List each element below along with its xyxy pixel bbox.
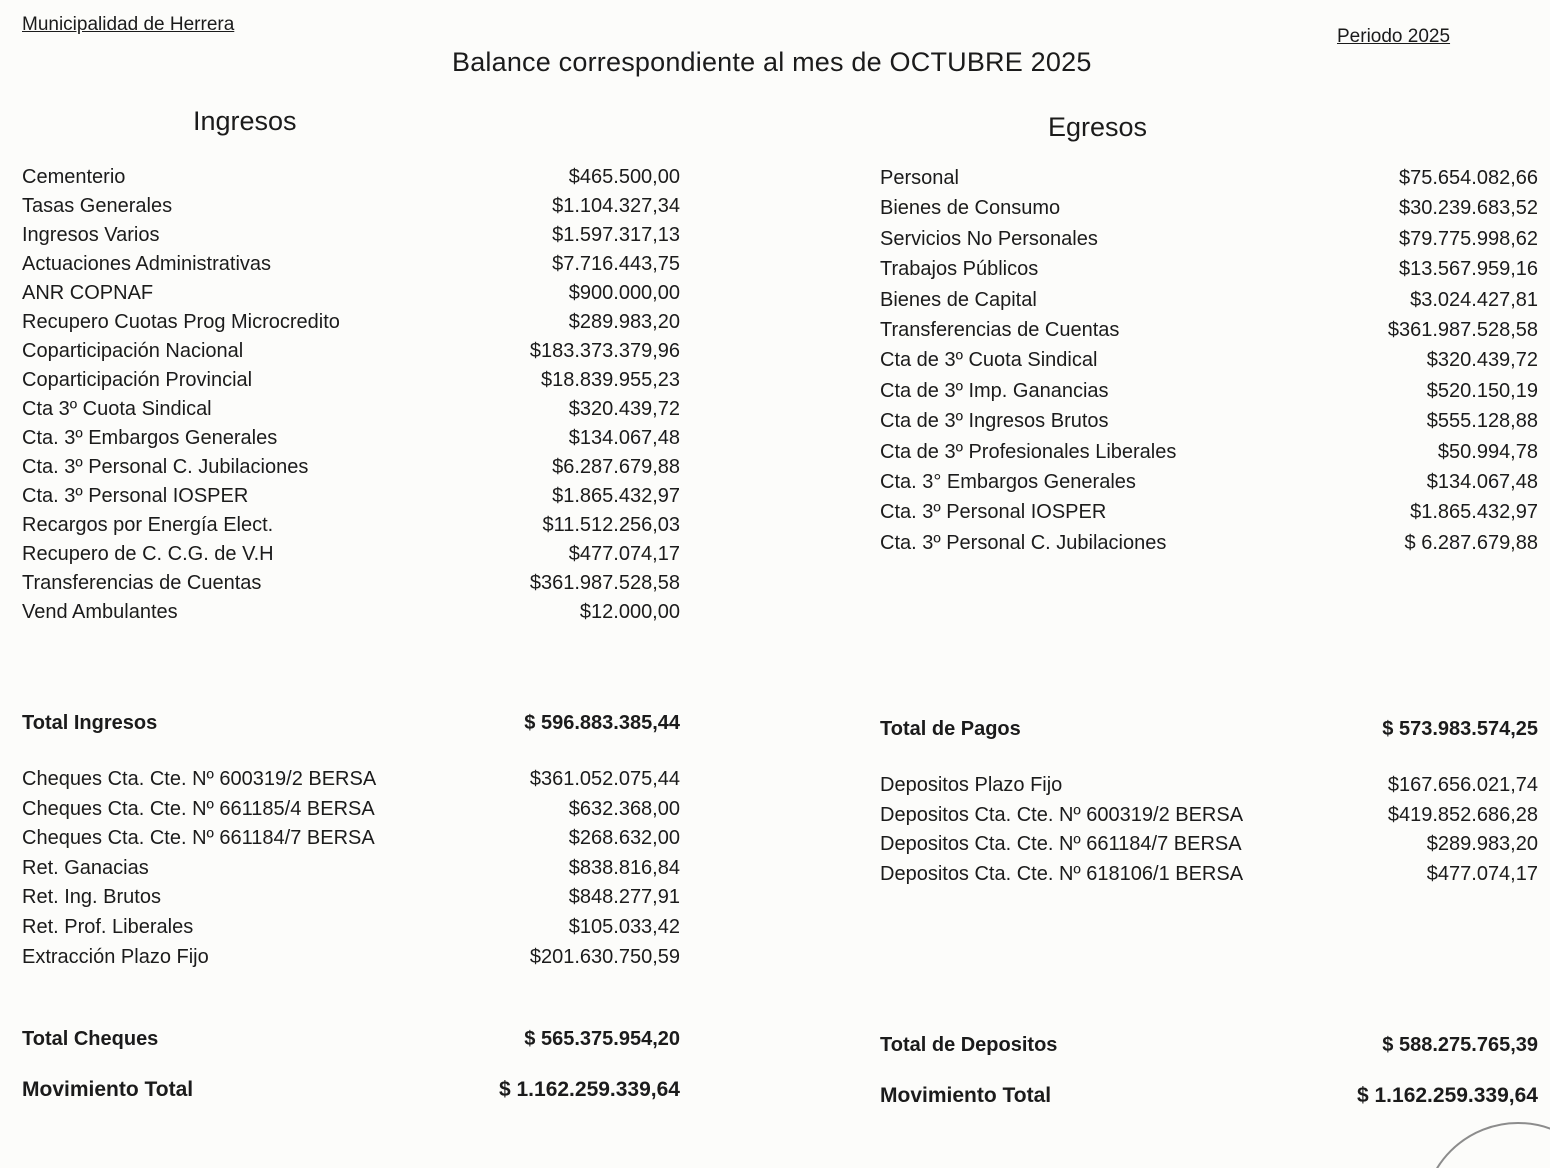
row-label: Recupero Cuotas Prog Microcredito xyxy=(22,311,340,333)
row-value: $361.052.075,44 xyxy=(529,768,680,790)
row-label: Vend Ambulantes xyxy=(22,601,178,623)
row-value: $520.150,19 xyxy=(1426,379,1538,402)
ledger-row xyxy=(880,349,1538,379)
row-value: $632.368,00 xyxy=(568,797,680,820)
total-value: $ 596.883.385,44 xyxy=(524,712,680,734)
total-value: $ 565.375.954,20 xyxy=(524,1028,680,1050)
row-value: $361.987.528,58 xyxy=(1387,318,1538,341)
row-value: $477.074,17 xyxy=(1426,862,1538,885)
ledger-row xyxy=(22,340,680,369)
ledger-row xyxy=(22,311,680,340)
page-title: Balance correspondiente al mes de OCTUBRE 2025 xyxy=(452,47,1092,77)
ledger-row xyxy=(22,857,680,887)
ledger-row xyxy=(880,410,1538,440)
row-value: $289.983,20 xyxy=(1426,833,1538,856)
ledger-row xyxy=(22,768,680,798)
row-label: Cta de 3º Cuota Sindical xyxy=(880,349,1098,372)
row-value: $320.439,72 xyxy=(568,398,680,420)
movimiento-total-egresos-row xyxy=(880,1084,1538,1108)
stamp-arc-artifact xyxy=(1385,1106,1550,1168)
row-value: $900.000,00 xyxy=(568,282,680,304)
row-value: $361.987.528,58 xyxy=(529,572,680,594)
organization-name: Municipalidad de Herrera xyxy=(22,14,235,35)
movimiento-total-ingresos-row xyxy=(22,1078,680,1102)
ledger-row xyxy=(22,572,680,601)
row-value: $75.654.082,66 xyxy=(1398,167,1538,189)
row-label: ANR COPNAF xyxy=(22,282,154,304)
egresos-section-heading: Egresos xyxy=(1048,112,1148,142)
total-label: Total Cheques xyxy=(22,1028,159,1050)
ledger-row xyxy=(22,456,680,485)
row-value: $79.775.998,62 xyxy=(1398,227,1538,250)
row-label: Cta de 3º Ingresos Brutos xyxy=(880,410,1109,433)
row-label: Coparticipación Provincial xyxy=(22,369,253,391)
ledger-row xyxy=(880,167,1538,197)
row-label: Depositos Plazo Fijo xyxy=(880,774,1063,796)
ledger-row xyxy=(22,886,680,916)
row-label: Transferencias de Cuentas xyxy=(22,572,262,594)
ledger-row xyxy=(22,514,680,543)
row-label: Cta de 3º Profesionales Liberales xyxy=(880,440,1177,463)
total-label: Total Ingresos xyxy=(22,712,158,734)
row-value: $105.033,42 xyxy=(568,915,680,938)
row-label: Cta 3º Cuota Sindical xyxy=(22,398,212,420)
ledger-row xyxy=(880,319,1538,349)
row-label: Cheques Cta. Cte. Nº 600319/2 BERSA xyxy=(22,768,377,790)
ledger-row xyxy=(880,863,1538,893)
row-value: $1.597.317,13 xyxy=(552,224,680,246)
row-value: $11.512.256,03 xyxy=(542,514,680,536)
ledger-row xyxy=(880,228,1538,258)
row-value: $320.439,72 xyxy=(1426,349,1538,372)
row-label: Cheques Cta. Cte. Nº 661184/7 BERSA xyxy=(22,827,375,850)
ledger-row xyxy=(880,197,1538,227)
ledger-row xyxy=(22,485,680,514)
row-value: $1.865.432,97 xyxy=(552,485,680,507)
row-value: $18.839.955,23 xyxy=(540,369,680,391)
row-label: Cta. 3º Personal IOSPER xyxy=(880,501,1107,524)
row-label: Transferencias de Cuentas xyxy=(880,318,1120,341)
row-label: Cta de 3º Imp. Ganancias xyxy=(880,379,1109,402)
total-label: Movimiento Total xyxy=(22,1078,194,1101)
ledger-row xyxy=(880,804,1538,834)
ledger-row xyxy=(22,166,680,195)
row-label: Ingresos Varios xyxy=(22,224,160,246)
row-label: Trabajos Públicos xyxy=(880,258,1039,281)
total-label: Total de Depositos xyxy=(880,1034,1058,1056)
row-value: $50.994,78 xyxy=(1437,440,1538,463)
ledger-row xyxy=(22,798,680,828)
ledger-row xyxy=(880,833,1538,863)
row-value: $419.852.686,28 xyxy=(1387,803,1538,826)
row-label: Ret. Prof. Liberales xyxy=(22,915,194,938)
total-label: Total de Pagos xyxy=(880,718,1021,740)
cheques-items-list xyxy=(22,768,680,975)
total-pagos-row xyxy=(880,718,1538,741)
row-value: $201.630.750,59 xyxy=(529,945,680,968)
ingresos-items-list xyxy=(22,166,680,630)
depositos-items-list xyxy=(880,774,1538,892)
row-value: $289.983,20 xyxy=(568,311,680,333)
row-value: $3.024.427,81 xyxy=(1410,288,1538,311)
row-value: $268.632,00 xyxy=(568,827,680,850)
ledger-row xyxy=(22,916,680,946)
row-label: Cheques Cta. Cte. Nº 661185/4 BERSA xyxy=(22,797,375,820)
row-value: $134.067,48 xyxy=(568,427,680,449)
row-value: $6.287.679,88 xyxy=(552,456,680,478)
total-label: Movimiento Total xyxy=(880,1084,1052,1107)
total-value: $ 1.162.259.339,64 xyxy=(498,1078,680,1101)
row-label: Cementerio xyxy=(22,166,126,188)
egresos-items-list xyxy=(880,167,1538,562)
total-depositos-row xyxy=(880,1034,1538,1057)
ledger-row xyxy=(22,282,680,311)
row-label: Cta. 3º Embargos Generales xyxy=(22,427,278,449)
ledger-row xyxy=(880,532,1538,562)
row-value: $7.716.443,75 xyxy=(552,253,680,275)
row-label: Bienes de Capital xyxy=(880,288,1037,311)
period-label: Periodo 2025 xyxy=(1337,26,1451,47)
ledger-row xyxy=(880,289,1538,319)
ledger-row xyxy=(22,543,680,572)
row-value: $848.277,91 xyxy=(568,886,680,909)
ledger-row xyxy=(22,369,680,398)
row-label: Coparticipación Nacional xyxy=(22,340,244,362)
row-label: Depositos Cta. Cte. Nº 618106/1 BERSA xyxy=(880,862,1244,885)
ledger-row xyxy=(22,253,680,282)
total-value: $ 1.162.259.339,64 xyxy=(1356,1084,1538,1107)
ledger-row xyxy=(880,471,1538,501)
row-label: Cta. 3º Personal IOSPER xyxy=(22,485,249,507)
ledger-row xyxy=(880,441,1538,471)
ingresos-section-heading: Ingresos xyxy=(193,106,297,136)
row-value: $13.567.959,16 xyxy=(1398,258,1538,281)
row-value: $183.373.379,96 xyxy=(529,340,680,362)
total-value: $ 573.983.574,25 xyxy=(1382,718,1538,740)
row-label: Cta. 3º Personal C. Jubilaciones xyxy=(880,531,1167,554)
row-value: $12.000,00 xyxy=(579,601,680,623)
row-value: $167.656.021,74 xyxy=(1387,774,1538,796)
row-label: Servicios No Personales xyxy=(880,227,1098,250)
total-value: $ 588.275.765,39 xyxy=(1382,1034,1538,1056)
row-label: Cta. 3° Embargos Generales xyxy=(880,470,1136,493)
row-label: Bienes de Consumo xyxy=(880,197,1061,220)
ledger-row xyxy=(22,601,680,630)
row-label: Recupero de C. C.G. de V.H xyxy=(22,543,274,565)
row-value: $30.239.683,52 xyxy=(1398,197,1538,220)
row-label: Ret. Ing. Brutos xyxy=(22,886,161,909)
row-label: Depositos Cta. Cte. Nº 600319/2 BERSA xyxy=(880,803,1244,826)
row-value: $465.500,00 xyxy=(568,166,680,188)
row-label: Tasas Generales xyxy=(22,195,173,217)
ledger-row xyxy=(22,195,680,224)
row-value: $1.865.432,97 xyxy=(1410,501,1538,524)
ledger-row xyxy=(22,427,680,456)
row-label: Ret. Ganacias xyxy=(22,856,149,879)
row-value: $477.074,17 xyxy=(568,543,680,565)
ledger-row xyxy=(880,258,1538,288)
ledger-row xyxy=(22,398,680,427)
ledger-row xyxy=(880,774,1538,804)
row-label: Cta. 3º Personal C. Jubilaciones xyxy=(22,456,309,478)
row-label: Extracción Plazo Fijo xyxy=(22,945,209,968)
row-value: $ 6.287.679,88 xyxy=(1404,531,1538,554)
ledger-row xyxy=(22,827,680,857)
row-label: Actuaciones Administrativas xyxy=(22,253,272,275)
ledger-row xyxy=(22,224,680,253)
row-value: $555.128,88 xyxy=(1426,410,1538,433)
row-value: $134.067,48 xyxy=(1426,470,1538,493)
row-label: Recargos por Energía Elect. xyxy=(22,514,274,536)
total-cheques-row xyxy=(22,1028,680,1051)
row-value: $838.816,84 xyxy=(568,856,680,879)
ledger-row xyxy=(880,501,1538,531)
row-label: Depositos Cta. Cte. Nº 661184/7 BERSA xyxy=(880,833,1242,856)
ledger-row xyxy=(22,946,680,976)
ledger-row xyxy=(880,380,1538,410)
row-label: Personal xyxy=(880,167,959,189)
row-value: $1.104.327,34 xyxy=(552,195,680,217)
total-ingresos-row xyxy=(22,712,680,735)
